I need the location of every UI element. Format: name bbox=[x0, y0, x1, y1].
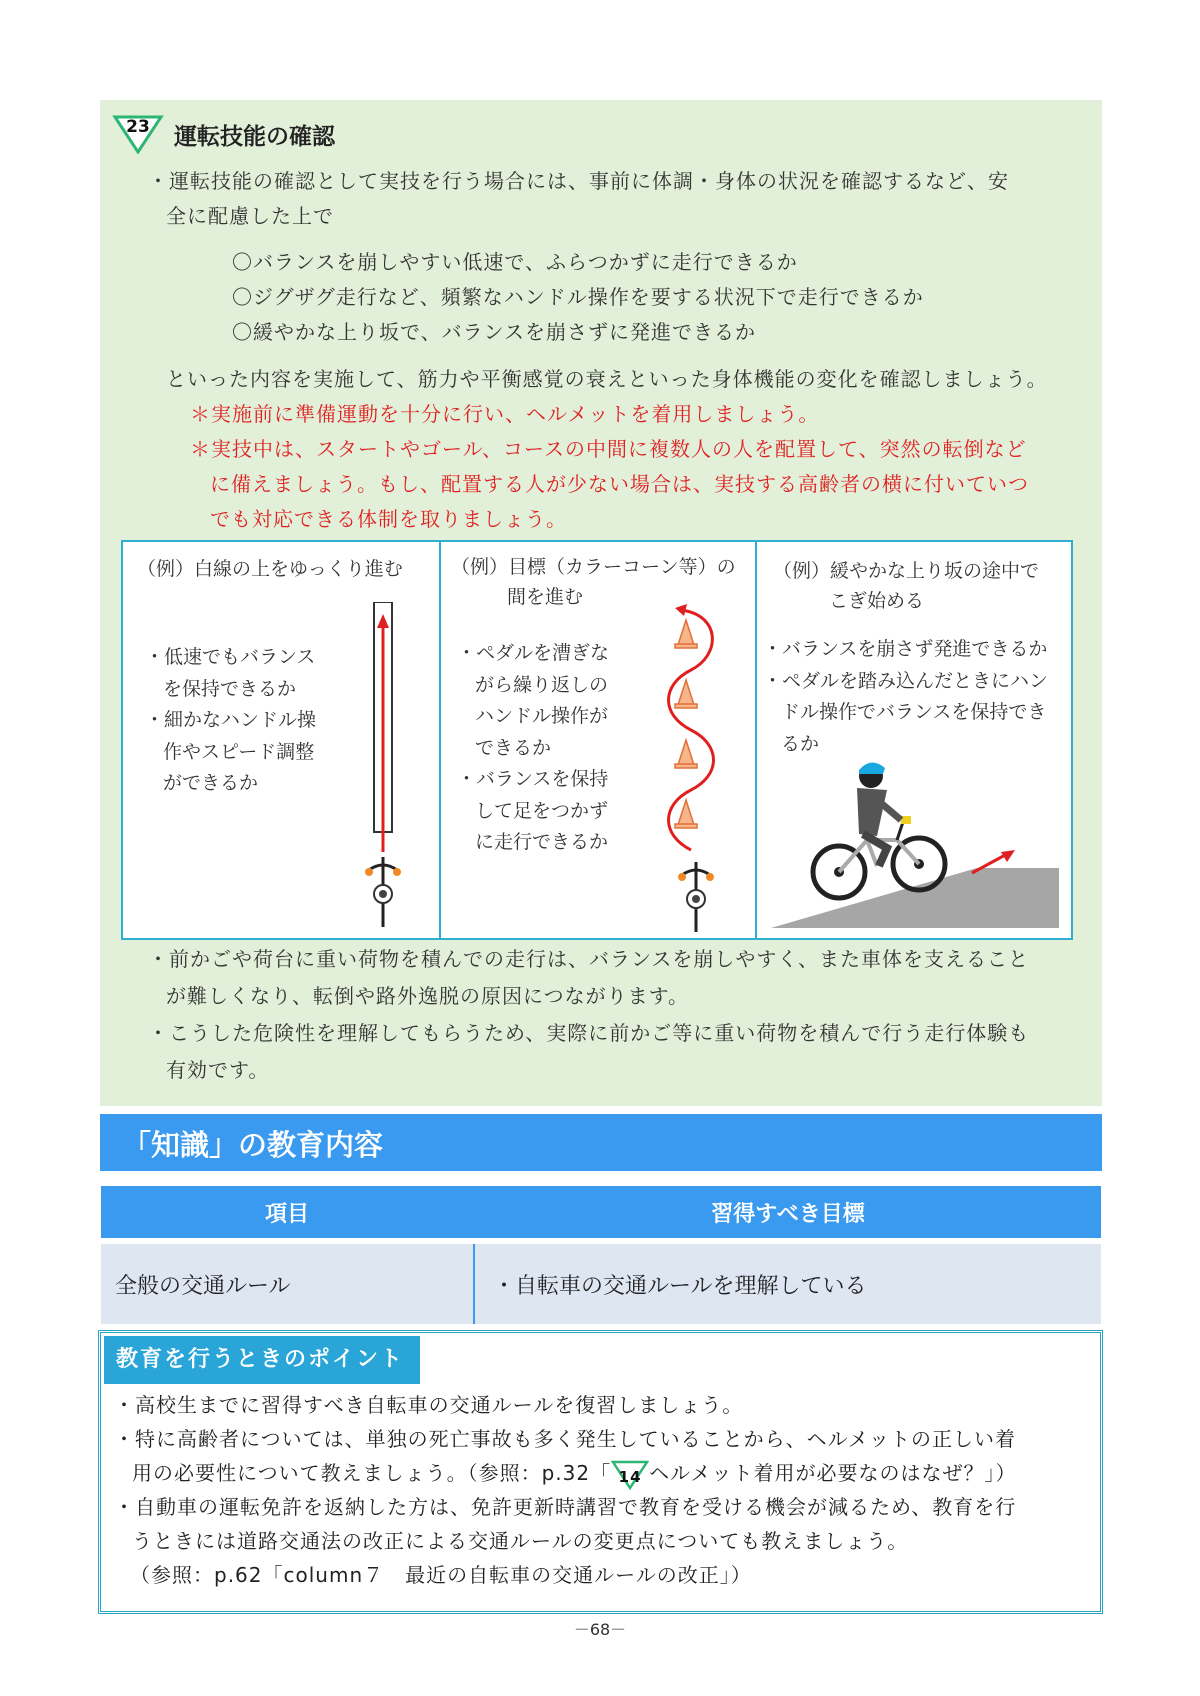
note-line: でも対応できる体制を取りましょう。 bbox=[210, 507, 567, 531]
section-number: 23 bbox=[126, 117, 150, 137]
teaching-points-title: 教育を行うときのポイント bbox=[104, 1336, 420, 1384]
check-item: 〇緩やかな上り坂で、バランスを崩さずに発進できるか bbox=[232, 320, 756, 344]
table-cell: ・自転車の交通ルールを理解している bbox=[493, 1273, 867, 1299]
example-title: （例）緩やかな上り坂の途中で こぎ始める bbox=[773, 560, 1040, 612]
note-line: ＊実技中は、スタートやゴール、コースの中間に複数人の人を配置して、突然の転倒など bbox=[190, 437, 1027, 461]
knowledge-section-header bbox=[100, 1114, 1102, 1171]
bicycle-top-view-icon bbox=[365, 857, 401, 927]
check-item: 〇バランスを崩しやすい低速で、ふらつかずに走行できるか bbox=[232, 250, 798, 274]
uphill-cyclist-illustration bbox=[767, 748, 1063, 936]
cyclist-icon bbox=[813, 762, 945, 898]
section-number-badge bbox=[112, 114, 164, 154]
check-list bbox=[232, 245, 924, 350]
bicycle-top-view-icon bbox=[678, 862, 714, 932]
example-title: （例）白線の上をゆっくり進む bbox=[137, 558, 403, 580]
knowledge-table bbox=[101, 1186, 1101, 1324]
note-line: に備えましょう。もし、配置する人が少ない場合は、実技する高齢者の横に付いていつ bbox=[210, 472, 1029, 496]
column-header: 項目 bbox=[101, 1186, 475, 1238]
conclusion-text: といった内容を実施して、筋力や平衡感覚の衰えといった身体機能の変化を確認しましょう。 bbox=[166, 367, 1048, 391]
column-header: 習得すべき目標 bbox=[711, 1201, 865, 1227]
example-cone-slalom bbox=[439, 542, 755, 938]
example-bullets: ・ペダルを漕ぎな がら繰り返しの ハンドル操作が できるか ・バランスを保持 して足をつかず に走行できるか bbox=[457, 642, 610, 853]
after-examples-text: ・前かごや荷台に重い荷物を積んでの走行は、バランスを崩しやすく、また車体を支えること が難しくなり、転倒や路外逸脱の原因につながります。 ・こうした危険性を理解してもらうため、実際に前かご等に重い荷物を積んで行う走行体験も 有効です。 bbox=[148, 947, 1030, 1082]
section-23-header bbox=[112, 114, 335, 154]
teaching-points-text: ・高校生までに習得すべき自転車の交通ルールを復習しましょう。 ・特に高齢者については、単独の死亡事故も多く発生していることから、ヘルメットの正しい着 用の必要性について教えましょう。（参照：p.32「 14 ヘルメット着用が必要なのはなぜ？」） ・自動車の運転免許を返納した方は、免許更新時講習で教育を受ける機会が減るため、教育を行 うときには道路交通法の改正による交通ルールの変更点についても教えましょう。 （参照：p.62「column７ 最近の自転車の交通ルールの改正」） bbox=[114, 1393, 1017, 1587]
knowledge-title: 「知識」の教育内容 bbox=[122, 1128, 384, 1162]
safety-notes bbox=[190, 397, 1029, 537]
table-row bbox=[101, 1244, 1101, 1324]
check-item: 〇ジグザグ走行など、頻繁なハンドル操作を要する状況下で走行できるか bbox=[232, 285, 924, 309]
straight-line-course-illustration bbox=[353, 602, 423, 932]
reference-badge: 14 bbox=[611, 1460, 649, 1490]
table-cell: 全般の交通ルール bbox=[101, 1244, 475, 1324]
example-white-line bbox=[123, 542, 439, 938]
slalom-course-illustration bbox=[651, 600, 741, 936]
table-header bbox=[101, 1186, 1101, 1238]
example-bullets: ・低速でもバランス を保持できるか ・細かなハンドル操 作やスピード調整 ができるか bbox=[145, 646, 317, 794]
examples-panel bbox=[121, 540, 1073, 940]
example-title: （例）目標（カラーコーン等）の 間を進む bbox=[451, 556, 736, 608]
section-title: 運転技能の確認 bbox=[174, 123, 335, 150]
example-bullets: ・バランスを崩さず発進できるか ・ペダルを踏み込んだときにハン ドル操作でバランスを保持でき るか bbox=[763, 638, 1049, 755]
note-line: ＊実施前に準備運動を十分に行い、ヘルメットを着用しましょう。 bbox=[190, 402, 820, 426]
intro-text: ・運転技能の確認として実技を行う場合には、事前に体調・身体の状況を確認するなど、安 全に配慮した上で bbox=[148, 169, 1009, 228]
example-uphill-start bbox=[755, 542, 1071, 938]
page-number: －68－ bbox=[573, 1620, 627, 1639]
